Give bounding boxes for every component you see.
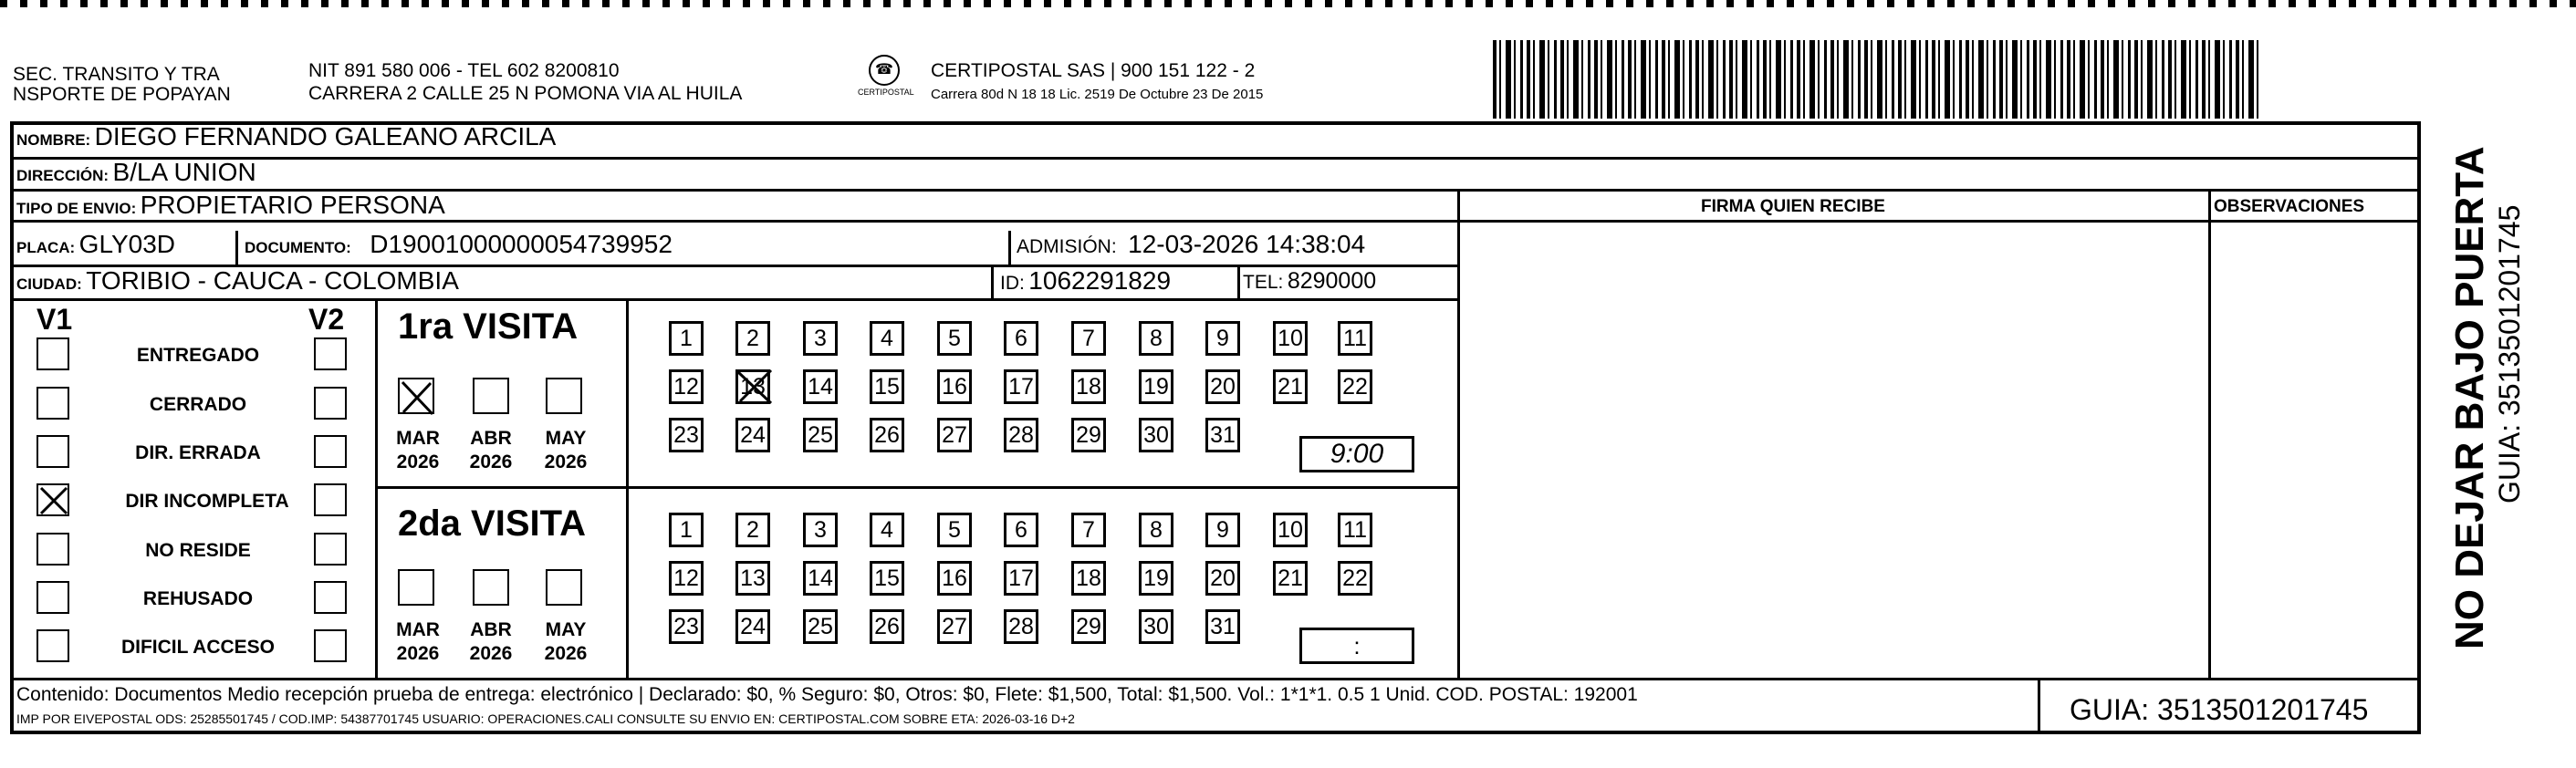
visit1-day-box[interactable]: 30 <box>1139 418 1173 452</box>
visit1-day-box[interactable]: 6 <box>1004 321 1038 356</box>
month-name: ABR <box>470 619 512 640</box>
signature-left-border <box>1457 189 1460 678</box>
visit2-day-box[interactable]: 15 <box>870 561 904 596</box>
visit2-day-box[interactable]: 26 <box>870 609 904 644</box>
visit2-day-box[interactable]: 21 <box>1273 561 1308 596</box>
month-year: 2026 <box>469 643 513 664</box>
visit1-day-box[interactable]: 26 <box>870 418 904 452</box>
visit2-month-checkbox[interactable] <box>546 569 582 606</box>
plate-field <box>16 230 175 259</box>
v1-checkbox[interactable] <box>37 337 69 370</box>
visit2-day-box[interactable]: 18 <box>1071 561 1106 596</box>
observations-left-border <box>2208 189 2211 678</box>
visit1-day-box[interactable]: 4 <box>870 321 904 356</box>
visit1-day-box[interactable]: 2 <box>735 321 770 356</box>
visit2-day-box[interactable]: 13 <box>735 561 770 596</box>
month-name: ABR <box>470 428 512 449</box>
v2-label: V2 <box>308 303 345 336</box>
document-value: D19001000000054739952 <box>370 230 673 258</box>
check-x-icon <box>400 379 436 416</box>
visit2-day-box[interactable]: 24 <box>735 609 770 644</box>
status-label: REHUSADO <box>142 588 254 609</box>
status-label: DIR INCOMPLETA <box>125 491 289 512</box>
visit-separator <box>375 486 1457 489</box>
visit2-month <box>538 618 593 666</box>
visit2-day-box[interactable]: 20 <box>1205 561 1240 596</box>
address-row <box>16 158 256 187</box>
barcode <box>1493 40 2262 119</box>
visit2-day-box[interactable]: 9 <box>1205 513 1240 547</box>
v2-checkbox[interactable] <box>314 483 347 516</box>
doc-admission-border <box>1008 231 1011 265</box>
visit1-month <box>391 427 445 474</box>
visit1-day-box[interactable]: 22 <box>1338 369 1372 404</box>
sender-nit: NIT 891 580 006 - TEL 602 8200810 <box>308 60 620 81</box>
visit1-day-box[interactable]: 10 <box>1273 321 1308 356</box>
address-label: DIRECCIÓN: <box>16 167 110 184</box>
visit2-day-box[interactable]: 4 <box>870 513 904 547</box>
visit2-day-box[interactable]: 11 <box>1338 513 1372 547</box>
visit2-month <box>464 618 518 666</box>
visit2-month <box>391 618 445 666</box>
visit2-day-box[interactable]: 19 <box>1139 561 1173 596</box>
visit2-day-box[interactable]: 27 <box>937 609 972 644</box>
month-name: MAY <box>545 619 587 640</box>
tel-field <box>1243 268 1376 295</box>
id-tel-border <box>1237 265 1240 298</box>
visit2-day-box[interactable]: 16 <box>937 561 972 596</box>
visit1-day-box[interactable]: 15 <box>870 369 904 404</box>
visit1-day-box[interactable]: 9 <box>1205 321 1240 356</box>
visit1-day-box-checked[interactable] <box>735 369 770 404</box>
month-year: 2026 <box>544 451 588 472</box>
admission-value: 12-03-2026 14:38:04 <box>1128 230 1366 258</box>
side-warning: NO DEJAR BAJO PUERTA <box>2447 146 2492 649</box>
status-label: NO RESIDE <box>145 540 251 561</box>
v1-checkbox-checked[interactable] <box>37 483 69 516</box>
visit1-day-box[interactable]: 11 <box>1338 321 1372 356</box>
v2-checkbox[interactable] <box>314 581 347 614</box>
name-label: NOMBRE: <box>16 131 91 149</box>
visit1-month <box>538 427 593 474</box>
visit2-day-box[interactable]: 31 <box>1205 609 1240 644</box>
carrier-line: CERTIPOSTAL SAS | 900 151 122 - 2 <box>931 60 1256 81</box>
visit1-day-box[interactable]: 16 <box>937 369 972 404</box>
plate-label: PLACA: <box>16 239 76 256</box>
v2-checkbox[interactable] <box>314 337 347 370</box>
id-label: ID: <box>1000 273 1025 294</box>
visit1-month-checkbox[interactable] <box>546 378 582 414</box>
v2-checkbox[interactable] <box>314 629 347 662</box>
visit1-day-box[interactable]: 18 <box>1071 369 1106 404</box>
visit2-day-box[interactable]: 1 <box>669 513 704 547</box>
visit2-day-box[interactable]: 25 <box>803 609 838 644</box>
check-x-icon <box>735 367 775 407</box>
v1-checkbox[interactable] <box>37 533 69 566</box>
status-label: ENTREGADO <box>136 345 260 366</box>
document-label: DOCUMENTO: <box>245 239 351 256</box>
row-divider <box>10 298 1457 301</box>
shipment-type: PROPIETARIO PERSONA <box>140 191 445 219</box>
visit1-day-box[interactable]: 12 <box>669 369 704 404</box>
row-divider <box>10 157 2421 160</box>
month-year: 2026 <box>544 643 588 664</box>
visit1-day-box[interactable]: 23 <box>669 418 704 452</box>
observations-header: OBSERVACIONES <box>2214 197 2365 216</box>
visit1-month <box>464 427 518 474</box>
visit1-day-box[interactable]: 24 <box>735 418 770 452</box>
visit1-day-box[interactable]: 7 <box>1071 321 1106 356</box>
v1-checkbox[interactable] <box>37 387 69 420</box>
recipient-address: B/LA UNION <box>112 158 256 186</box>
carrier-address: Carrera 80d N 18 18 Lic. 2519 De Octubre 23 De 2015 <box>931 87 1264 102</box>
v1-checkbox[interactable] <box>37 629 69 662</box>
id-field <box>1000 266 1171 296</box>
footer-guia: GUIA: 3513501201745 <box>2070 693 2369 726</box>
month-name: MAR <box>396 428 440 449</box>
month-name: MAR <box>396 619 440 640</box>
recipient-name: DIEGO FERNANDO GALEANO ARCILA <box>94 122 557 150</box>
carrier-logo-text: CERTIPOSTAL <box>858 88 914 97</box>
city-field <box>16 266 459 296</box>
id-value: 1062291829 <box>1028 266 1172 295</box>
sender-line1: SEC. TRANSITO Y TRA <box>13 64 220 85</box>
carrier-logo-icon: ☎ <box>869 55 900 86</box>
row-divider <box>1457 220 2421 223</box>
status-label: CERRADO <box>149 394 247 415</box>
type-label: TIPO DE ENVIO: <box>16 200 137 217</box>
type-row <box>16 191 445 220</box>
visit1-day-box[interactable]: 14 <box>803 369 838 404</box>
visit2-time-field[interactable]: : <box>1299 628 1414 664</box>
visit2-month-checkbox[interactable] <box>398 569 434 606</box>
visit1-day-box[interactable]: 21 <box>1273 369 1308 404</box>
day-number: 13 <box>740 374 766 400</box>
visit1-day-box[interactable]: 27 <box>937 418 972 452</box>
visit2-day-box[interactable]: 10 <box>1273 513 1308 547</box>
admission-field <box>1017 230 1365 259</box>
visit2-day-box[interactable]: 22 <box>1338 561 1372 596</box>
admission-label: ADMISIÓN: <box>1017 236 1117 257</box>
visit1-day-box[interactable]: 20 <box>1205 369 1240 404</box>
name-row <box>16 122 556 151</box>
visit1-day-box[interactable]: 1 <box>669 321 704 356</box>
visit1-title: 1ra VISITA <box>398 306 579 347</box>
visit1-day-box[interactable]: 29 <box>1071 418 1106 452</box>
visit2-day-box[interactable]: 28 <box>1004 609 1038 644</box>
month-year: 2026 <box>396 451 440 472</box>
city-value: TORIBIO - CAUCA - COLOMBIA <box>86 266 459 295</box>
footer-print-info: IMP POR EIVEPOSTAL ODS: 25285501745 / COD.IMP: 54387701745 USUARIO: OPERACIONES.CALI CONSULTE SU ENVIO EN: CERTIPOSTAL.COM SOBRE ETA: 2026-03-16 D+2 <box>16 711 1075 726</box>
month-name: MAY <box>545 428 587 449</box>
v1-checkbox[interactable] <box>37 581 69 614</box>
visit2-month-checkbox[interactable] <box>473 569 509 606</box>
v1-checkbox[interactable] <box>37 435 69 468</box>
sender-line2: NSPORTE DE POPAYAN <box>13 84 231 105</box>
visit2-day-box[interactable]: 6 <box>1004 513 1038 547</box>
visit1-day-box[interactable]: 31 <box>1205 418 1240 452</box>
row-divider <box>10 220 1457 223</box>
visit1-day-box[interactable]: 17 <box>1004 369 1038 404</box>
visit2-title: 2da VISITA <box>398 503 586 544</box>
side-guia: GUIA: 3513501201745 <box>2493 204 2526 503</box>
footer-divider <box>10 678 2421 680</box>
visit1-day-box[interactable]: 19 <box>1139 369 1173 404</box>
visit1-day-box[interactable]: 5 <box>937 321 972 356</box>
visit2-day-box[interactable]: 23 <box>669 609 704 644</box>
status-label: DIR. ERRADA <box>135 442 261 463</box>
tel-label: TEL: <box>1243 272 1284 293</box>
document-field <box>245 230 673 259</box>
footer-guia-border <box>2038 678 2040 734</box>
visit2-day-box[interactable]: 30 <box>1139 609 1173 644</box>
signature-header: FIRMA QUIEN RECIBE <box>1701 197 1885 216</box>
visit2-day-box[interactable]: 5 <box>937 513 972 547</box>
visit1-time-field[interactable]: 9:00 <box>1299 436 1414 472</box>
perforation-edge <box>0 0 2576 7</box>
visit1-day-box[interactable]: 25 <box>803 418 838 452</box>
check-x-icon <box>38 485 71 518</box>
visit2-day-box[interactable]: 8 <box>1139 513 1173 547</box>
visit1-month-checkbox-checked[interactable] <box>398 378 434 414</box>
visit2-day-box[interactable]: 17 <box>1004 561 1038 596</box>
visit2-day-box[interactable]: 2 <box>735 513 770 547</box>
v2-checkbox[interactable] <box>314 533 347 566</box>
visit1-day-box[interactable]: 28 <box>1004 418 1038 452</box>
plate-value: GLY03D <box>78 230 175 258</box>
visit1-day-box[interactable]: 3 <box>803 321 838 356</box>
visit1-month-checkbox[interactable] <box>473 378 509 414</box>
visit2-day-box[interactable]: 14 <box>803 561 838 596</box>
month-year: 2026 <box>396 643 440 664</box>
v1-label: V1 <box>37 303 73 336</box>
visit2-day-box[interactable]: 3 <box>803 513 838 547</box>
v2-checkbox[interactable] <box>314 387 347 420</box>
v2-checkbox[interactable] <box>314 435 347 468</box>
visit2-day-box[interactable]: 29 <box>1071 609 1106 644</box>
city-id-border <box>991 265 994 298</box>
month-year: 2026 <box>469 451 513 472</box>
plate-doc-border <box>235 231 238 265</box>
sender-address: CARRERA 2 CALLE 25 N POMONA VIA AL HUILA <box>308 83 743 104</box>
city-label: CIUDAD: <box>16 275 82 293</box>
status-label: DIFICIL ACCESO <box>120 637 275 658</box>
tel-value: 8290000 <box>1287 268 1377 294</box>
visit1-day-box[interactable]: 8 <box>1139 321 1173 356</box>
visit2-day-box[interactable]: 7 <box>1071 513 1106 547</box>
footer-content: Contenido: Documentos Medio recepción prueba de entrega: electrónico | Declarado: $0, % Seguro: $0, Otros: $0, Flete: $1,500, Total: $1,500. Vol.: 1*1*1. 0.5 1 Unid. COD. POSTAL: 192001 <box>16 684 1638 705</box>
visit2-day-box[interactable]: 12 <box>669 561 704 596</box>
